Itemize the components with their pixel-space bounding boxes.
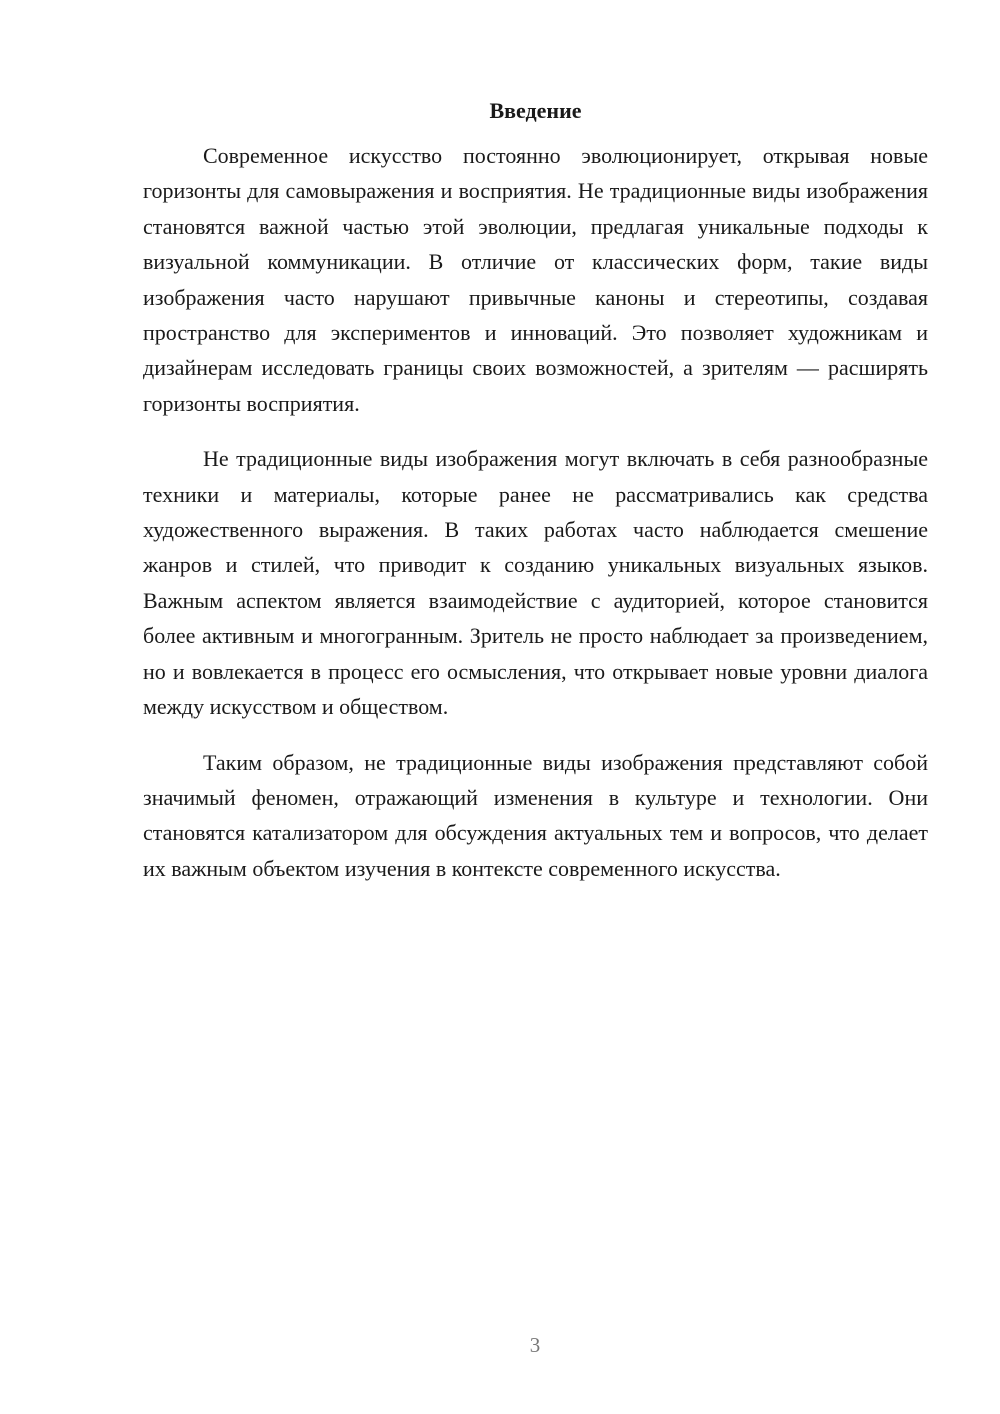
page-number: 3 (529, 1333, 541, 1357)
paragraph-3: Таким образом, не традиционные виды изображения представляют собой значимый феномен, отражающий изменения в культуре и технологии. Они становятся катализатором для обсуждения актуальных тем и вопросов, что делает их важным объектом изучения в контексте современного искусства. (143, 749, 928, 881)
paragraph-1: Современное искусство постоянно эволюционирует, открывая новые горизонты для самовыражения и восприятия. Не традиционные виды изображения становятся важной частью этой эволюции, предлагая уникальные подходы к визуальной коммуникации. В отличие от классических форм, такие виды изображения часто нарушают привычные каноны и стереотипы, создавая пространство для экспериментов и инноваций. Это позволяет художникам и дизайнерам исследовать границы своих возможностей, а зрителям — расширять горизонты восприятия. (143, 143, 928, 416)
paragraph-2: Не традиционные виды изображения могут включать в себя разнообразные техники и материалы, которые ранее не рассматривались как средства художественного выражения. В таких работах часто наблюдается смешение жанров и стилей, что приводит к созданию уникальных визуальных языков. Важным аспектом является взаимодействие с аудиторией, которое становится более активным и многогранным. Зритель не просто наблюдает за произведением, но и вовлекается в процесс его осмысления, что открывает новые уровни диалога между искусством и обществом. (143, 446, 928, 720)
page-content (143, 95, 928, 906)
section-heading: Введение (489, 98, 582, 123)
